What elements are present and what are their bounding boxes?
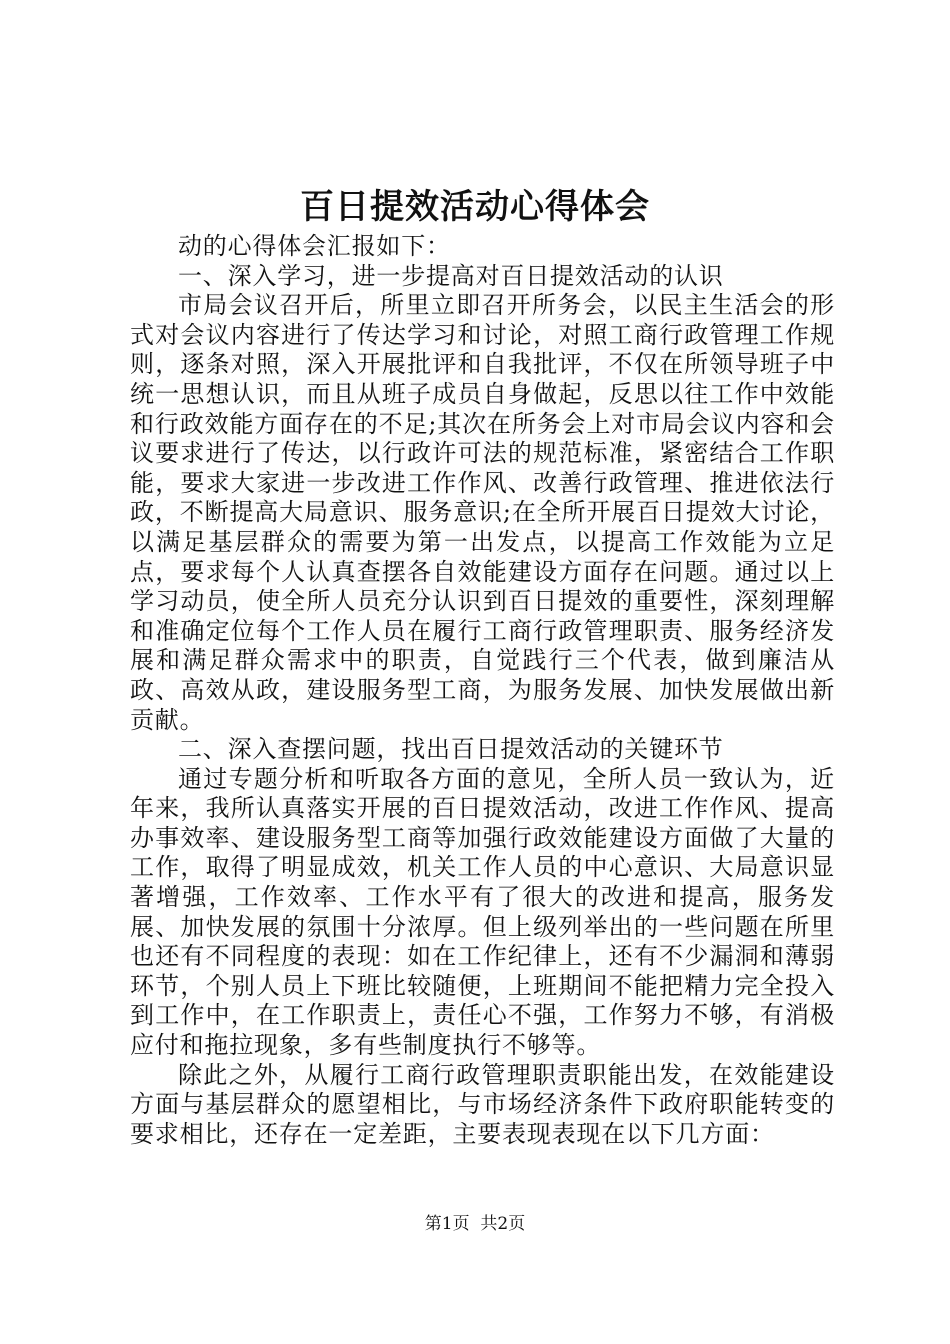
section-heading-2: 二、深入查摆问题，找出百日提效活动的关键环节 [178,735,724,764]
document-body [130,232,835,1149]
paragraph-section-2-continued: 除此之外，从履行工商行政管理职责职能出发，在效能建设方面与基层群众的愿望相比，与市场经济条件下政府职能转变的要求相比，还存在一定差距，主要表现表现在以下几方面： [130,1060,835,1148]
footer-spacer [470,1214,481,1234]
paragraph-section-2: 通过专题分析和听取各方面的意见，全所人员一致认为，近年来，我所认真落实开展的百日提效活动，改进工作作风、提高办事效率、建设服务型工商等加强行政效能建设方面做了大量的工作，取得了明显成效，机关工作人员的中心意识、大局意识显著增强，工作效率、工作水平有了很大的改进和提高，服务发展、加快发展的氛围十分浓厚。但上级列举出的一些问题在所里也还有不同程度的表现：如在工作纪律上，还有不少漏洞和薄弱环节，个别人员上下班比较随便，上班期间不能把精力完全投入到工作中，在工作职责上，责任心不强，工作努力不够，有消极应付和拖拉现象，多有些制度执行不够等。 [130,764,835,1060]
page-number: 第1页 [424,1214,470,1234]
section-heading-1: 一、深入学习，进一步提高对百日提效活动的认识 [178,261,724,290]
document-title: 百日提效活动心得体会 [300,187,650,227]
paragraph-section-1: 市局会议召开后，所里立即召开所务会，以民主生活会的形式对会议内容进行了传达学习和讨论，对照工商行政管理工作规则，逐条对照，深入开展批评和自我批评，不仅在所领导班子中统一思想认识，而且从班子成员自身做起，反思以往工作中效能和行政效能方面存在的不足;其次在所务会上对市局会议内容和会议要求进行了传达，以行政许可法的规范标准，紧密结合工作职能，要求大家进一步改进工作作风、改善行政管理、推进依法行政，不断提高大局意识、服务意识;在全所开展百日提效大讨论，以满足基层群众的需要为第一出发点，以提高工作效能为立足点，要求每个人认真查摆各自效能建设方面存在问题。通过以上学习动员，使全所人员充分认识到百日提效的重要性，深刻理解和准确定位每个工作人员在履行工商行政管理职责、服务经济发展和满足群众需求中的职责，自觉践行三个代表，做到廉洁从政、高效从政，建设服务型工商，为服务发展、加快发展做出新贡献。 [130,291,835,734]
page-footer [0,1212,950,1236]
page-total: 共2页 [480,1214,526,1234]
paragraph-intro: 动的心得体会汇报如下： [178,232,451,260]
